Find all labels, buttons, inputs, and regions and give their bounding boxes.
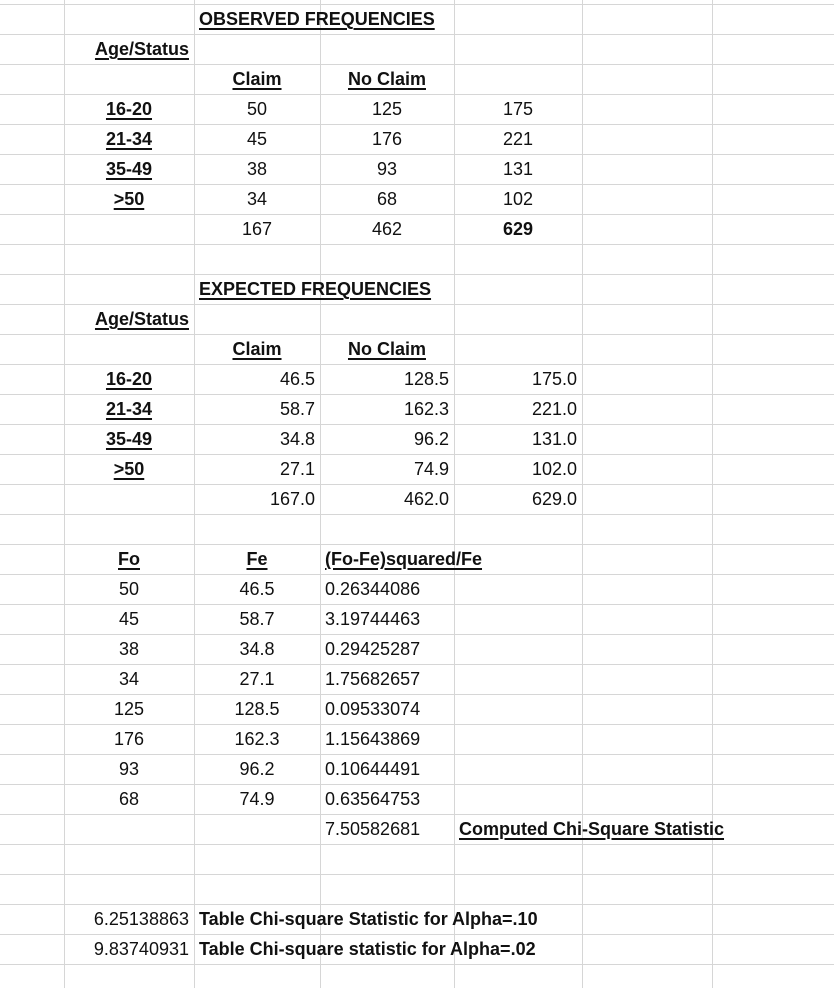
chi-fe-cell[interactable]: 96.2 [239, 759, 275, 779]
expected-claim-50-plus[interactable]: 27.1 [279, 459, 315, 479]
observed-row-label[interactable]: Age/Status [94, 39, 189, 59]
chi-term-cell[interactable]: 1.15643869 [325, 729, 421, 749]
expected-total-no-claim[interactable]: 462.0 [403, 489, 449, 509]
row-gridline [0, 874, 834, 875]
row-gridline [0, 964, 834, 965]
chi-fo-cell[interactable]: 68 [118, 789, 140, 809]
chi-term-cell[interactable]: 1.75682657 [325, 669, 421, 689]
row-gridline [0, 844, 834, 845]
row-gridline [0, 244, 834, 245]
chi-header-fo[interactable]: Fo [118, 549, 140, 569]
chi-fe-cell[interactable]: 74.9 [239, 789, 275, 809]
observed-claim-35-49[interactable]: 38 [246, 159, 268, 179]
expected-total-21-34[interactable]: 221.0 [531, 399, 577, 419]
observed-row-label-50-plus[interactable]: >50 [113, 189, 145, 209]
expected-claim-35-49[interactable]: 34.8 [279, 429, 315, 449]
chi-term-cell[interactable]: 3.19744463 [325, 609, 421, 629]
observed-total-50-plus[interactable]: 102 [502, 189, 534, 209]
expected-row-label[interactable]: Age/Status [94, 309, 189, 329]
expected-no-claim-16-20[interactable]: 128.5 [403, 369, 449, 389]
chi-fo-cell[interactable]: 93 [118, 759, 140, 779]
observed-total-35-49[interactable]: 131 [502, 159, 534, 179]
expected-total-50-plus[interactable]: 102.0 [531, 459, 577, 479]
table-stat-label-alpha-02[interactable]: Table Chi-square statistic for Alpha=.02 [199, 939, 536, 959]
chi-fo-cell[interactable]: 50 [118, 579, 140, 599]
chi-term-cell[interactable]: 0.26344086 [325, 579, 421, 599]
observed-row-label-35-49[interactable]: 35-49 [105, 159, 153, 179]
chi-fo-cell[interactable]: 176 [113, 729, 145, 749]
observed-total-no-claim[interactable]: 462 [371, 219, 403, 239]
expected-row-label-50-plus[interactable]: >50 [113, 459, 145, 479]
table-stat-value-alpha-10[interactable]: 6.25138863 [93, 909, 189, 929]
chi-square-sum[interactable]: 7.50582681 [325, 819, 421, 839]
chi-fo-cell[interactable]: 34 [118, 669, 140, 689]
expected-claim-21-34[interactable]: 58.7 [279, 399, 315, 419]
observed-claim-16-20[interactable]: 50 [246, 99, 268, 119]
observed-no-claim-16-20[interactable]: 125 [371, 99, 403, 119]
chi-term-cell[interactable]: 0.10644491 [325, 759, 421, 779]
chi-term-cell[interactable]: 0.09533074 [325, 699, 421, 719]
expected-header-no-claim[interactable]: No Claim [347, 339, 426, 359]
expected-no-claim-35-49[interactable]: 96.2 [413, 429, 449, 449]
observed-header-claim[interactable]: Claim [232, 69, 282, 89]
chi-square-sum-label[interactable]: Computed Chi-Square Statistic [459, 819, 725, 839]
observed-no-claim-50-plus[interactable]: 68 [376, 189, 398, 209]
observed-total-16-20[interactable]: 175 [502, 99, 534, 119]
observed-header-no-claim[interactable]: No Claim [347, 69, 426, 89]
chi-fe-cell[interactable]: 34.8 [239, 639, 275, 659]
chi-term-cell[interactable]: 0.63564753 [325, 789, 421, 809]
chi-header-term[interactable]: (Fo-Fe)squared/Fe [325, 549, 483, 569]
chi-fo-cell[interactable]: 45 [118, 609, 140, 629]
observed-total-claim[interactable]: 167 [241, 219, 273, 239]
expected-row-label-35-49[interactable]: 35-49 [105, 429, 153, 449]
observed-claim-21-34[interactable]: 45 [246, 129, 268, 149]
observed-row-label-16-20[interactable]: 16-20 [105, 99, 153, 119]
chi-fe-cell[interactable]: 46.5 [239, 579, 275, 599]
chi-fe-cell[interactable]: 128.5 [234, 699, 280, 719]
table-stat-label-alpha-10[interactable]: Table Chi-square Statistic for Alpha=.10 [199, 909, 538, 929]
chi-fe-cell[interactable]: 58.7 [239, 609, 275, 629]
expected-no-claim-21-34[interactable]: 162.3 [403, 399, 449, 419]
expected-header-claim[interactable]: Claim [232, 339, 282, 359]
expected-no-claim-50-plus[interactable]: 74.9 [413, 459, 449, 479]
expected-total-claim[interactable]: 167.0 [269, 489, 315, 509]
chi-term-cell[interactable]: 0.29425287 [325, 639, 421, 659]
chi-fe-cell[interactable]: 27.1 [239, 669, 275, 689]
observed-total-21-34[interactable]: 221 [502, 129, 534, 149]
table-stat-value-alpha-02[interactable]: 9.83740931 [93, 939, 189, 959]
expected-title[interactable]: EXPECTED FREQUENCIES [199, 279, 432, 299]
chi-header-fe[interactable]: Fe [246, 549, 268, 569]
observed-title[interactable]: OBSERVED FREQUENCIES [199, 9, 435, 29]
expected-claim-16-20[interactable]: 46.5 [279, 369, 315, 389]
expected-row-label-21-34[interactable]: 21-34 [105, 399, 153, 419]
expected-total-35-49[interactable]: 131.0 [531, 429, 577, 449]
observed-no-claim-35-49[interactable]: 93 [376, 159, 398, 179]
row-gridline [0, 514, 834, 515]
expected-grand-total[interactable]: 629.0 [531, 489, 577, 509]
chi-fo-cell[interactable]: 125 [113, 699, 145, 719]
chi-fo-cell[interactable]: 38 [118, 639, 140, 659]
expected-row-label-16-20[interactable]: 16-20 [105, 369, 153, 389]
observed-grand-total[interactable]: 629 [502, 219, 534, 239]
observed-claim-50-plus[interactable]: 34 [246, 189, 268, 209]
chi-fe-cell[interactable]: 162.3 [234, 729, 280, 749]
observed-row-label-21-34[interactable]: 21-34 [105, 129, 153, 149]
expected-total-16-20[interactable]: 175.0 [531, 369, 577, 389]
observed-no-claim-21-34[interactable]: 176 [371, 129, 403, 149]
